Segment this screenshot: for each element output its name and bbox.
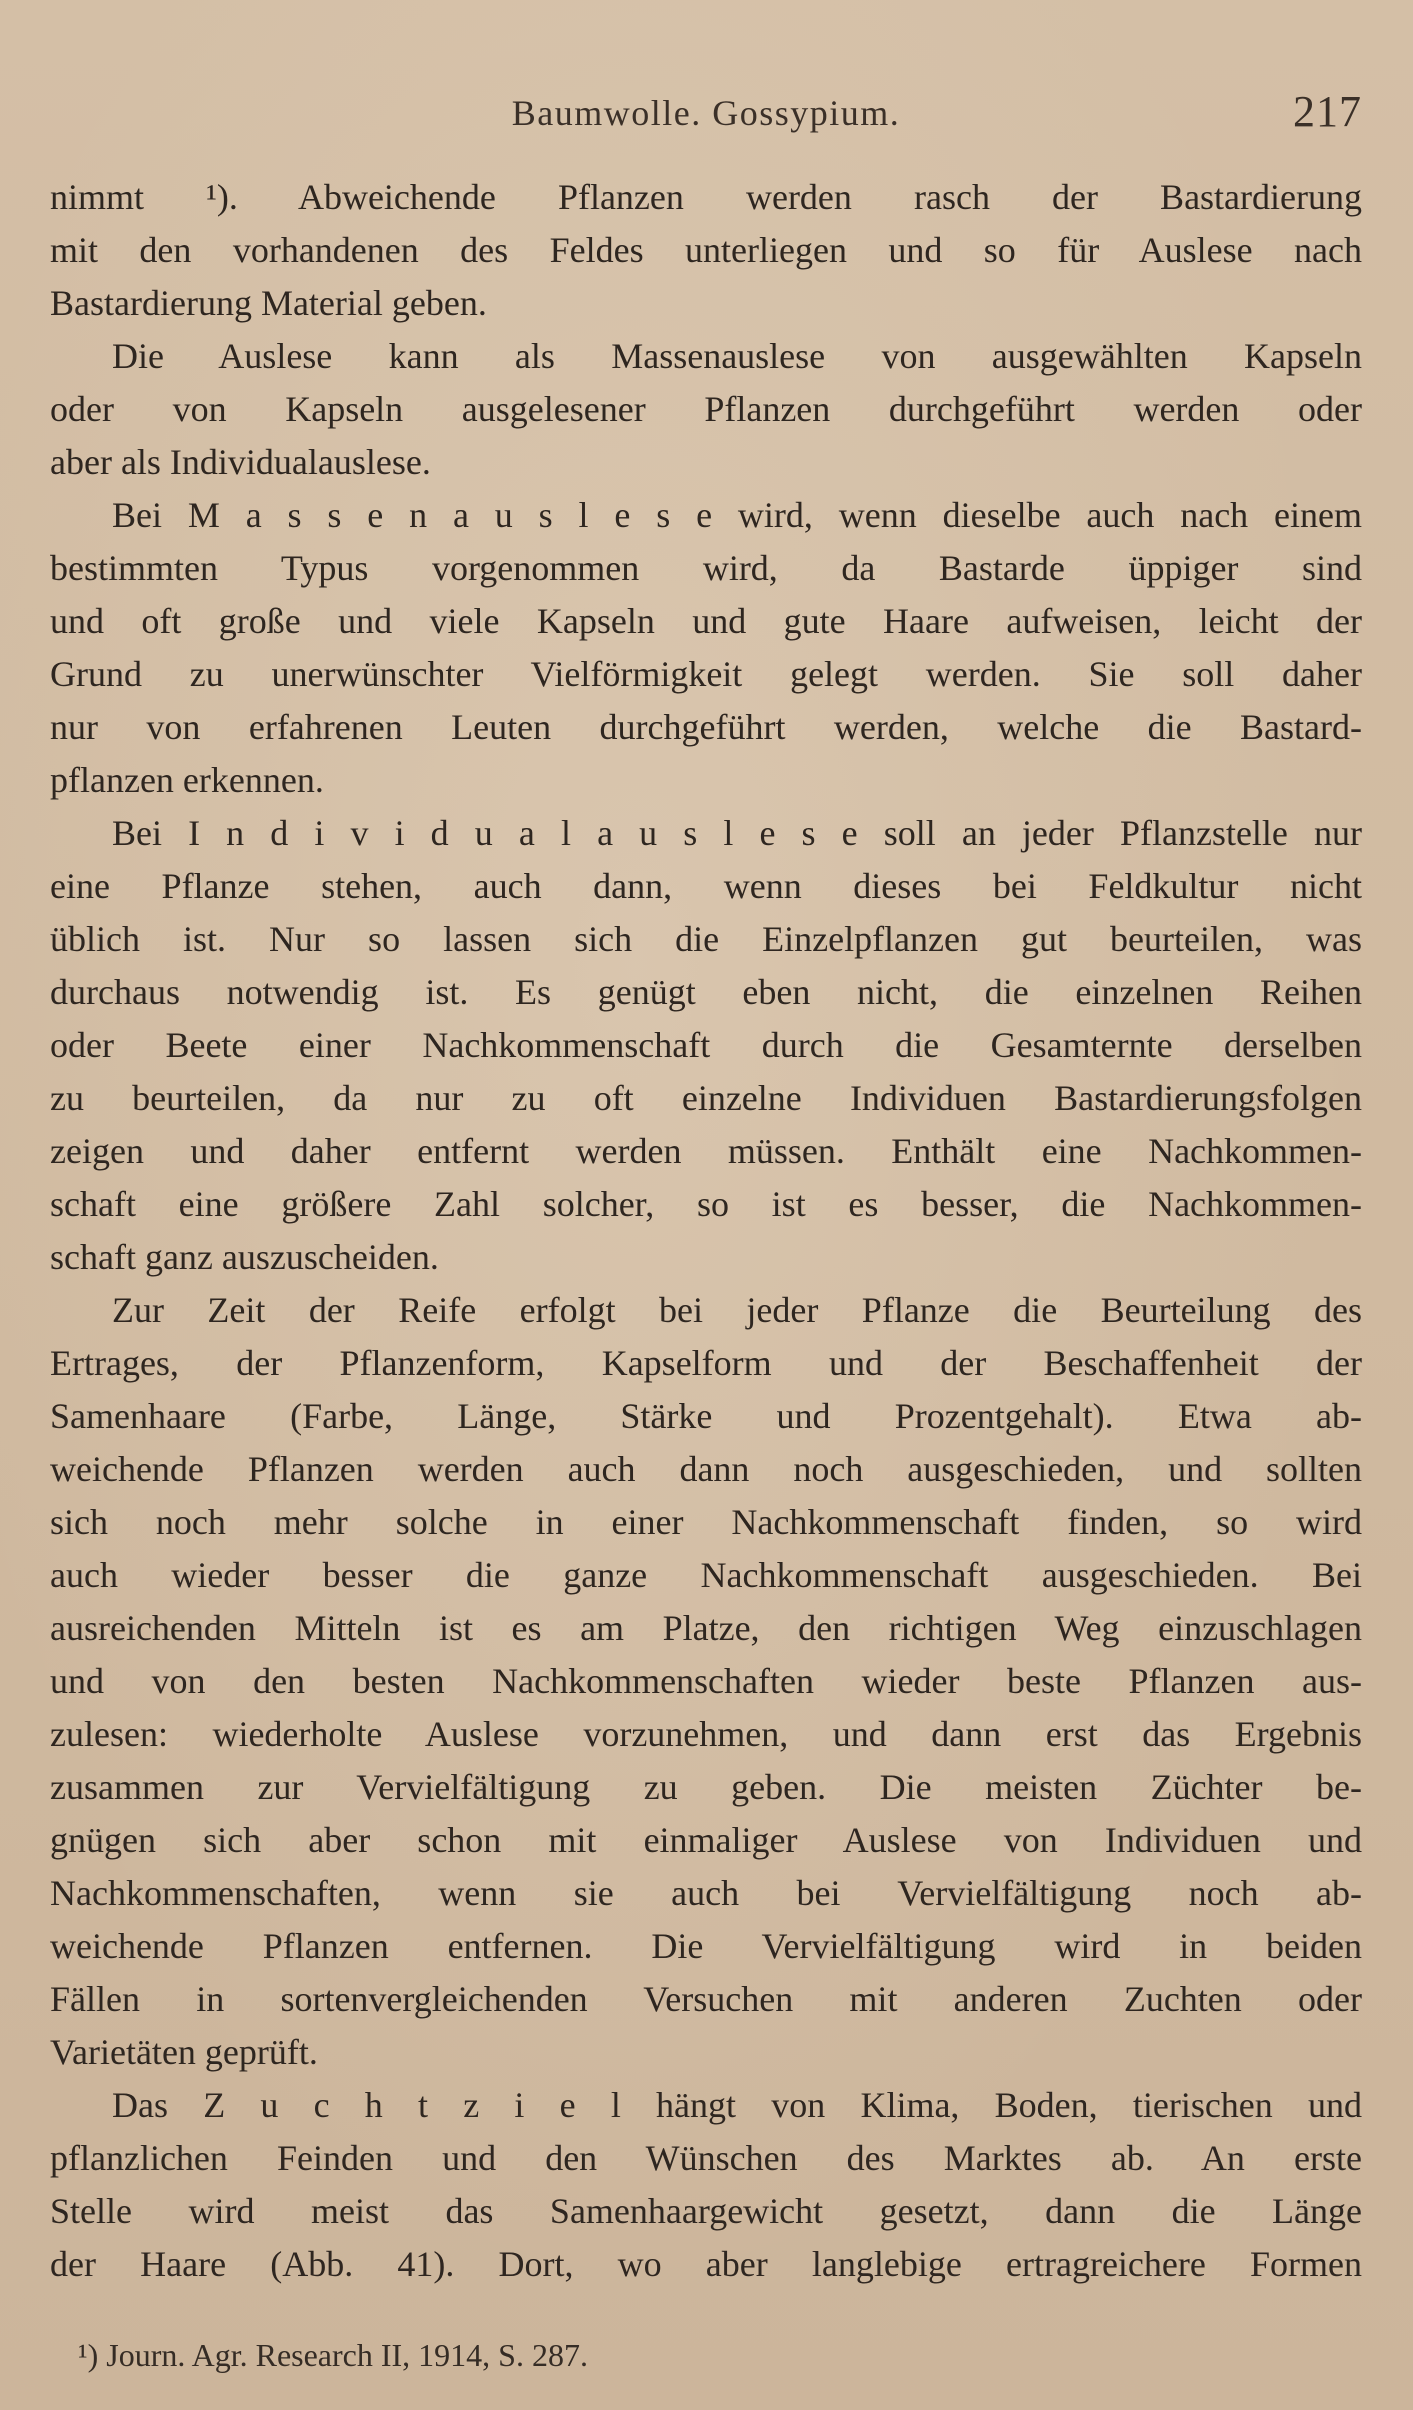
text-line: zeigen und daher entfernt werden müssen. Enthält eine Nachkommen- <box>50 1131 1362 1171</box>
text-line: Samenhaare (Farbe, Länge, Stärke und Prozentgehalt). Etwa ab- <box>50 1396 1362 1436</box>
text-line: gnügen sich aber schon mit einmaliger Auslese von Individuen und <box>50 1820 1362 1860</box>
text-line: Nachkommenschaften, wenn sie auch bei Vervielfältigung noch ab- <box>50 1873 1362 1913</box>
text-line: bestimmten Typus vorgenommen wird, da Bastarde üppiger sind <box>50 548 1362 588</box>
text-line: Varietäten geprüft. <box>50 2032 318 2072</box>
text-line: Fällen in sortenvergleichenden Versuchen mit anderen Zuchten oder <box>50 1979 1362 2019</box>
text-line: und oft große und viele Kapseln und gute Haare aufweisen, leicht der <box>50 601 1362 641</box>
footnote: ¹) Journ. Agr. Research II, 1914, S. 287. <box>78 2337 588 2373</box>
text-line: Bei M a s s e n a u s l e s e wird, wenn dieselbe auch nach einem <box>112 495 1362 535</box>
running-head: Baumwolle. Gossypium. <box>511 93 901 133</box>
text-line: aber als Individualauslese. <box>50 442 431 482</box>
body-text <box>50 171 1362 2291</box>
text-line: zulesen: wiederholte Auslese vorzunehmen, und dann erst das Ergebnis <box>50 1714 1362 1754</box>
text-line: Grund zu unerwünschter Vielförmigkeit gelegt werden. Sie soll daher <box>50 654 1362 694</box>
text-line: nimmt ¹). Abweichende Pflanzen werden rasch der Bastardierung <box>50 177 1362 217</box>
text-line: schaft ganz auszuscheiden. <box>50 1237 439 1277</box>
text-line: durchaus notwendig ist. Es genügt eben nicht, die einzelnen Reihen <box>50 972 1362 1012</box>
text-line: nur von erfahrenen Leuten durchgeführt werden, welche die Bastard- <box>50 707 1362 747</box>
text-line: schaft eine größere Zahl solcher, so ist es besser, die Nachkommen- <box>50 1184 1362 1224</box>
text-line: weichende Pflanzen werden auch dann noch ausgeschieden, und sollten <box>50 1449 1362 1489</box>
text-line: weichende Pflanzen entfernen. Die Vervielfältigung wird in beiden <box>50 1926 1362 1966</box>
text-line: üblich ist. Nur so lassen sich die Einzelpflanzen gut beurteilen, was <box>50 919 1362 959</box>
text-line: oder von Kapseln ausgelesener Pflanzen durchgeführt werden oder <box>50 389 1362 429</box>
text-line: Stelle wird meist das Samenhaargewicht gesetzt, dann die Länge <box>50 2191 1362 2231</box>
text-line: mit den vorhandenen des Feldes unterliegen und so für Auslese nach <box>50 230 1362 270</box>
page-number: 217 <box>1293 87 1362 136</box>
text-line: pflanzen erkennen. <box>50 760 324 800</box>
text-line: Ertrages, der Pflanzenform, Kapselform und der Beschaffenheit der <box>50 1343 1362 1383</box>
text-line: Bastardierung Material geben. <box>50 283 487 323</box>
text-line: sich noch mehr solche in einer Nachkommenschaft finden, so wird <box>50 1502 1362 1542</box>
text-line: Die Auslese kann als Massenauslese von ausgewählten Kapseln <box>112 336 1362 376</box>
text-line: Das Z u c h t z i e l hängt von Klima, Boden, tierischen und <box>112 2085 1362 2125</box>
text-line: zu beurteilen, da nur zu oft einzelne Individuen Bastardierungsfolgen <box>50 1078 1362 1118</box>
text-line: der Haare (Abb. 41). Dort, wo aber langlebige ertragreichere Formen <box>50 2244 1362 2284</box>
text-line: pflanzlichen Feinden und den Wünschen des Marktes ab. An erste <box>50 2138 1362 2178</box>
text-line: zusammen zur Vervielfältigung zu geben. Die meisten Züchter be- <box>50 1767 1362 1807</box>
text-line: eine Pflanze stehen, auch dann, wenn dieses bei Feldkultur nicht <box>50 866 1362 906</box>
text-line: und von den besten Nachkommenschaften wieder beste Pflanzen aus- <box>50 1661 1362 1701</box>
page-header <box>50 87 1362 142</box>
text-line: Zur Zeit der Reife erfolgt bei jeder Pflanze die Beurteilung des <box>112 1290 1362 1330</box>
text-line: Bei I n d i v i d u a l a u s l e s e soll an jeder Pflanzstelle nur <box>112 813 1362 853</box>
text-line: ausreichenden Mitteln ist es am Platze, den richtigen Weg einzuschlagen <box>50 1608 1362 1648</box>
text-line: auch wieder besser die ganze Nachkommenschaft ausgeschieden. Bei <box>50 1555 1362 1595</box>
text-line: oder Beete einer Nachkommenschaft durch die Gesamternte derselben <box>50 1025 1362 1065</box>
